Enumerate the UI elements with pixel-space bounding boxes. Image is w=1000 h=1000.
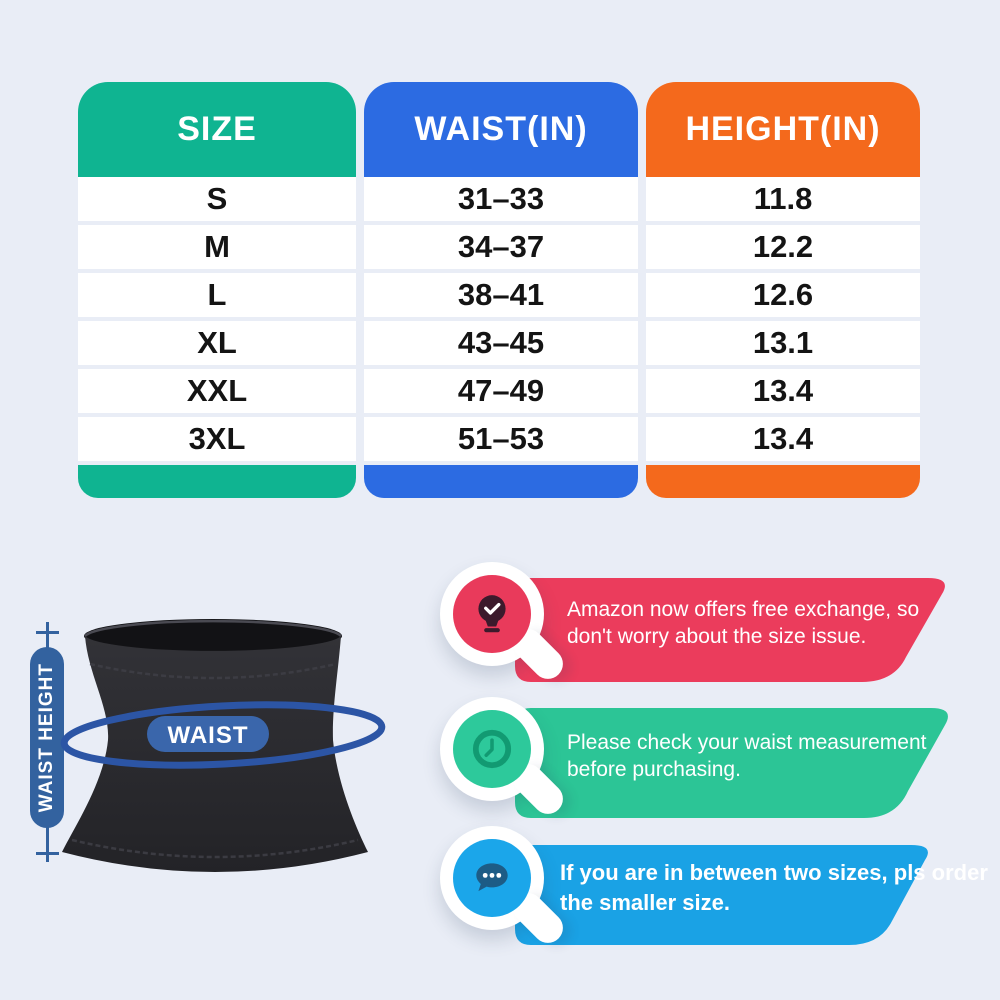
- cell-size-m: M: [78, 225, 356, 269]
- cell-waist-3xl: 51–53: [364, 417, 638, 461]
- column-header-height: HEIGHT(IN): [646, 82, 920, 177]
- cell-waist-l: 38–41: [364, 273, 638, 317]
- column-size: [78, 82, 356, 498]
- column-footer-size: [78, 465, 356, 498]
- callout-badge-exchange: [440, 562, 544, 666]
- callout-line: don't worry about the size issue.: [567, 625, 867, 648]
- cell-waist-xl: 43–45: [364, 321, 638, 365]
- cell-height-m: 12.2: [646, 225, 920, 269]
- cell-waist-xxl: 47–49: [364, 369, 638, 413]
- cell-waist-m: 34–37: [364, 225, 638, 269]
- clock-icon: [469, 726, 515, 772]
- callout-text-exchange: [567, 571, 919, 675]
- callout-line: Amazon now offers free exchange, so: [567, 598, 920, 621]
- cell-waist-s: 31–33: [364, 177, 638, 221]
- cell-size-xxl: XXL: [78, 369, 356, 413]
- cell-size-l: L: [78, 273, 356, 317]
- chat-bubble-icon: [469, 855, 515, 901]
- callout-text-between-sizes: [560, 838, 988, 938]
- lightbulb-check-icon: [469, 591, 515, 637]
- callout-line: the smaller size.: [560, 890, 730, 915]
- callout-line: before purchasing.: [567, 758, 741, 781]
- column-waist: [364, 82, 638, 498]
- cell-height-xl: 13.1: [646, 321, 920, 365]
- cell-height-s: 11.8: [646, 177, 920, 221]
- cell-height-l: 12.6: [646, 273, 920, 317]
- column-header-waist: WAIST(IN): [364, 82, 638, 177]
- waist-trainer-image: [50, 612, 395, 884]
- waist-label: WAIST: [167, 722, 249, 749]
- cell-height-xxl: 13.4: [646, 369, 920, 413]
- callout-line: Please check your waist measurement: [567, 731, 927, 754]
- callout-text-measure: [567, 701, 927, 811]
- waist-height-label: WAIST HEIGHT: [36, 662, 57, 813]
- column-height: [646, 82, 920, 498]
- cell-size-xl: XL: [78, 321, 356, 365]
- callout-badge-measure: [440, 697, 544, 801]
- cell-size-s: S: [78, 177, 356, 221]
- column-footer-waist: [364, 465, 638, 498]
- callout-badge-between-sizes: [440, 826, 544, 930]
- column-footer-height: [646, 465, 920, 498]
- cell-height-3xl: 13.4: [646, 417, 920, 461]
- callout-line: If you are in between two sizes, pls order: [560, 860, 988, 885]
- cell-size-3xl: 3XL: [78, 417, 356, 461]
- column-header-size: SIZE: [78, 82, 356, 177]
